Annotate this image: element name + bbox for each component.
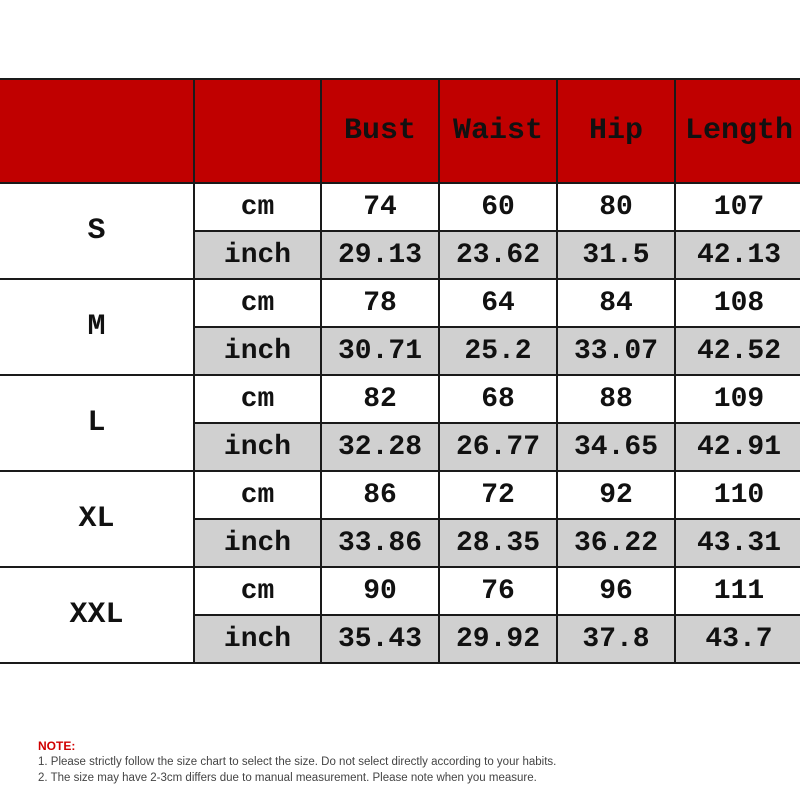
unit-cell-inch: inch (194, 615, 321, 663)
value-cell-hip-inch: 31.5 (557, 231, 675, 279)
value-cell-length-inch: 42.52 (675, 327, 800, 375)
size-label-cell: XL (0, 471, 194, 567)
value-cell-bust-inch: 29.13 (321, 231, 439, 279)
size-chart-body (0, 79, 800, 663)
unit-cell-inch: inch (194, 423, 321, 471)
value-cell-bust-inch: 35.43 (321, 615, 439, 663)
size-row-cm (0, 567, 800, 615)
value-cell-bust-inch: 32.28 (321, 423, 439, 471)
value-cell-hip-inch: 37.8 (557, 615, 675, 663)
header-cell-waist: Waist (439, 79, 557, 183)
value-cell-bust-cm: 78 (321, 279, 439, 327)
value-cell-hip-cm: 96 (557, 567, 675, 615)
value-cell-waist-cm: 76 (439, 567, 557, 615)
note-line-2: 2. The size may have 2-3cm differs due to manual measurement. Please note when you measure. (38, 772, 537, 784)
unit-cell-inch: inch (194, 327, 321, 375)
value-cell-length-inch: 42.13 (675, 231, 800, 279)
value-cell-length-cm: 111 (675, 567, 800, 615)
size-row-cm (0, 375, 800, 423)
value-cell-length-inch: 42.91 (675, 423, 800, 471)
unit-cell-cm: cm (194, 279, 321, 327)
value-cell-hip-cm: 88 (557, 375, 675, 423)
value-cell-waist-cm: 64 (439, 279, 557, 327)
size-row-cm (0, 279, 800, 327)
size-row-cm (0, 183, 800, 231)
header-cell-unit (194, 79, 321, 183)
value-cell-length-cm: 110 (675, 471, 800, 519)
size-label-cell: L (0, 375, 194, 471)
unit-cell-cm: cm (194, 567, 321, 615)
value-cell-waist-inch: 26.77 (439, 423, 557, 471)
value-cell-bust-cm: 74 (321, 183, 439, 231)
note-line-1: 1. Please strictly follow the size chart to select the size. Do not select directly according to your habits. (38, 756, 557, 768)
value-cell-length-inch: 43.7 (675, 615, 800, 663)
size-label-cell: M (0, 279, 194, 375)
header-cell-hip: Hip (557, 79, 675, 183)
unit-cell-inch: inch (194, 519, 321, 567)
unit-cell-cm: cm (194, 183, 321, 231)
value-cell-waist-cm: 72 (439, 471, 557, 519)
value-cell-bust-cm: 90 (321, 567, 439, 615)
size-label-cell: XXL (0, 567, 194, 663)
value-cell-length-cm: 108 (675, 279, 800, 327)
value-cell-hip-cm: 92 (557, 471, 675, 519)
value-cell-length-cm: 107 (675, 183, 800, 231)
value-cell-waist-inch: 29.92 (439, 615, 557, 663)
header-row (0, 79, 800, 183)
value-cell-waist-cm: 60 (439, 183, 557, 231)
value-cell-hip-cm: 84 (557, 279, 675, 327)
unit-cell-cm: cm (194, 471, 321, 519)
note-title: NOTE: (38, 739, 76, 753)
value-cell-length-inch: 43.31 (675, 519, 800, 567)
header-cell-size (0, 79, 194, 183)
value-cell-bust-cm: 82 (321, 375, 439, 423)
value-cell-hip-inch: 33.07 (557, 327, 675, 375)
unit-cell-inch: inch (194, 231, 321, 279)
unit-cell-cm: cm (194, 375, 321, 423)
value-cell-waist-cm: 68 (439, 375, 557, 423)
value-cell-hip-cm: 80 (557, 183, 675, 231)
value-cell-waist-inch: 23.62 (439, 231, 557, 279)
value-cell-length-cm: 109 (675, 375, 800, 423)
value-cell-bust-inch: 30.71 (321, 327, 439, 375)
size-note (38, 738, 778, 786)
header-cell-length: Length (675, 79, 800, 183)
value-cell-bust-inch: 33.86 (321, 519, 439, 567)
value-cell-hip-inch: 34.65 (557, 423, 675, 471)
size-label-cell: S (0, 183, 194, 279)
header-cell-bust: Bust (321, 79, 439, 183)
size-row-cm (0, 471, 800, 519)
value-cell-waist-inch: 25.2 (439, 327, 557, 375)
value-cell-waist-inch: 28.35 (439, 519, 557, 567)
value-cell-hip-inch: 36.22 (557, 519, 675, 567)
value-cell-bust-cm: 86 (321, 471, 439, 519)
size-chart-table (0, 78, 800, 664)
